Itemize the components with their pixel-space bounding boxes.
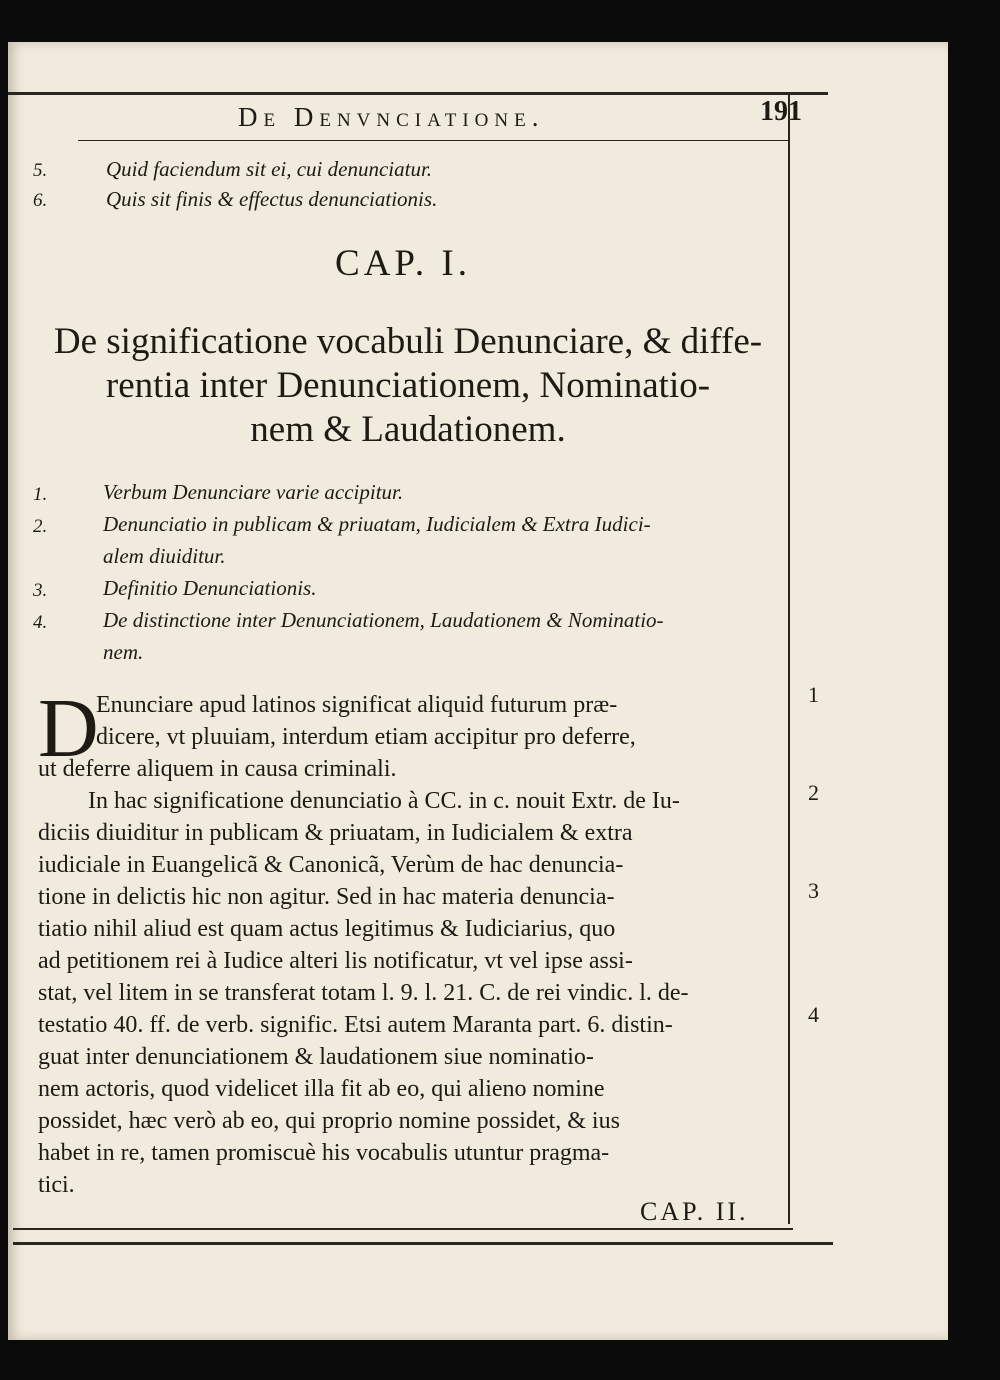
summary-item: Definitio Denunciationis. bbox=[103, 576, 317, 600]
body-line: dicere, vt pluuiam, interdum etiam accipitur pro deferre, bbox=[96, 724, 636, 750]
body-line: ad petitionem rei à Iudice alteri lis notificatur, vt vel ipse assi- bbox=[38, 948, 633, 974]
body-line: diciis diuiditur in publicam & priuatam, in Iudicialem & extra bbox=[38, 820, 633, 846]
body-line: nem actoris, quod videlicet illa fit ab eo, qui alieno nomine bbox=[38, 1076, 605, 1102]
body-line: habet in re, tamen promiscuè his vocabulis utuntur pragma- bbox=[38, 1140, 610, 1166]
page-number: 191 bbox=[760, 96, 802, 127]
body-line: tici. bbox=[38, 1172, 75, 1198]
bottom-rule-2 bbox=[13, 1242, 833, 1245]
summary-item: Denunciatio in publicam & priuatam, Iudicialem & Extra Iudici- bbox=[103, 512, 651, 536]
catchword: CAP. II. bbox=[640, 1197, 749, 1226]
margin-number: 1 bbox=[808, 682, 819, 707]
list-number: 6. bbox=[33, 190, 48, 211]
running-header: De Denvnciatione. bbox=[238, 102, 545, 132]
margin-number: 4 bbox=[808, 1002, 819, 1027]
body-line: testatio 40. ff. de verb. signific. Etsi autem Maranta part. 6. distin- bbox=[38, 1012, 673, 1038]
summary-item: nem. bbox=[103, 640, 144, 664]
body-line: tiatio nihil aliud est quam actus legitimus & Iudiciarius, quo bbox=[38, 916, 616, 942]
top-rule bbox=[8, 92, 828, 95]
body-line: iudiciale in Euangelicã & Canonicã, Verùm de hac denuncia- bbox=[38, 852, 624, 878]
header-rule bbox=[78, 140, 788, 141]
summary-item: De distinctione inter Denunciationem, Laudationem & Nominatio- bbox=[103, 608, 664, 632]
list-item: Quid faciendum sit ei, cui denunciatur. bbox=[106, 157, 433, 181]
margin-number: 3 bbox=[808, 878, 819, 903]
body-line: tione in delictis hic non agitur. Sed in hac materia denuncia- bbox=[38, 884, 615, 910]
drop-cap: D bbox=[38, 682, 99, 775]
list-number: 5. bbox=[33, 160, 48, 181]
summary-number: 3. bbox=[33, 580, 48, 601]
body-line: guat inter denunciationem & laudationem siue nominatio- bbox=[38, 1044, 594, 1070]
body-line: Enunciare apud latinos significat aliquid futurum præ- bbox=[96, 692, 618, 718]
list-item: Quis sit finis & effectus denunciationis. bbox=[106, 187, 438, 211]
chapter-heading-line: rentia inter Denunciationem, Nominatio- bbox=[105, 365, 711, 406]
chapter-heading-line: nem & Laudationem. bbox=[250, 409, 566, 450]
margin-number: 2 bbox=[808, 780, 819, 805]
body-line: In hac significatione denunciatio à CC. in c. nouit Extr. de Iu- bbox=[88, 788, 680, 814]
bottom-rule bbox=[13, 1228, 793, 1230]
body-line: stat, vel litem in se transferat totam l. 9. l. 21. C. de rei vindic. l. de- bbox=[38, 980, 689, 1006]
chapter-title: CAP. I. bbox=[335, 243, 471, 284]
body-line: possidet, hæc verò ab eo, qui proprio nomine possidet, & ius bbox=[38, 1108, 620, 1134]
summary-item: Verbum Denunciare varie accipitur. bbox=[103, 480, 404, 504]
chapter-heading-line: De significatione vocabuli Denunciare, & diffe- bbox=[53, 321, 763, 362]
summary-item: alem diuiditur. bbox=[103, 544, 226, 568]
summary-number: 4. bbox=[33, 612, 48, 633]
summary-number: 1. bbox=[33, 484, 48, 505]
summary-number: 2. bbox=[33, 516, 48, 537]
book-page bbox=[8, 42, 948, 1340]
body-line: ut deferre aliquem in causa criminali. bbox=[38, 756, 397, 782]
